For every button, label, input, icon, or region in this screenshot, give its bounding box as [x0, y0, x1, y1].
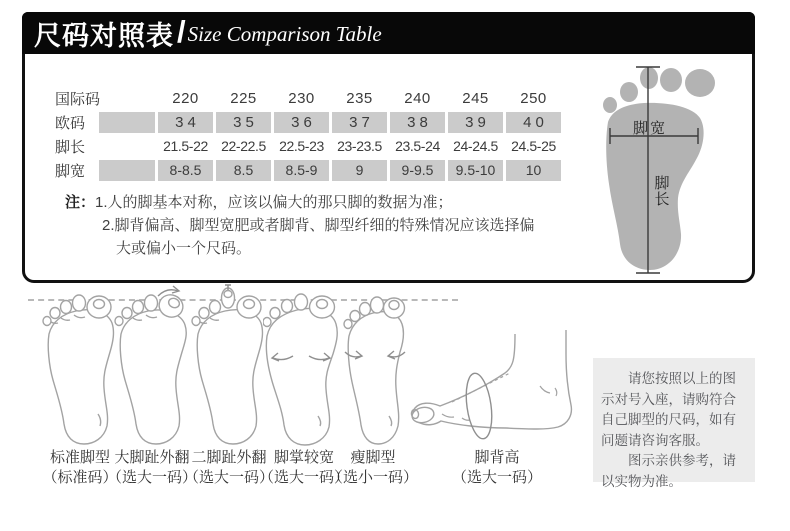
size-cell: 10 [506, 160, 561, 181]
size-cell: 9 [332, 160, 387, 181]
note-prefix: 注： [65, 194, 96, 211]
size-cell: 230 [288, 89, 315, 107]
foot-type-label [432, 448, 562, 488]
size-cell: 220 [172, 89, 199, 107]
info-paragraph-1: 请您按照以上的图示对号入座，请购符合自己脚型的尺码，如有问题请咨询客服。 [601, 371, 736, 448]
size-cell: 37 [332, 112, 387, 133]
size-cell: 245 [462, 89, 489, 107]
foot-type-name: 大脚趾外翻 [114, 449, 190, 466]
size-cell: 36 [274, 112, 329, 133]
foot-type-advice: （选大一码） [451, 469, 542, 486]
size-cell: 38 [390, 112, 445, 133]
size-cell: 22.5-23 [279, 137, 324, 154]
title-divider: / [177, 14, 186, 49]
page-title-en: Size Comparison Table [187, 21, 382, 46]
table-row-foot-length [55, 134, 564, 158]
footprint-silhouette [603, 67, 715, 270]
size-cell: 8.5-9 [274, 160, 329, 181]
table-row-foot-width [55, 158, 564, 182]
row-label: 脚长 [55, 138, 86, 156]
size-cell: 39 [448, 112, 503, 133]
note-text: 1.人的脚基本对称，应该以偏大的那只脚的数据为准； [95, 194, 453, 211]
foot-length-label: 脚长 [654, 175, 670, 208]
size-cell: 8.5 [216, 160, 271, 181]
size-cell: 24-24.5 [453, 137, 498, 154]
size-cell: 40 [506, 112, 561, 133]
foot-type-label [308, 448, 438, 488]
row-label-pad [99, 88, 155, 109]
foot-type-advice: （选大一码） [183, 469, 274, 486]
size-cell: 21.5-22 [163, 137, 208, 154]
page-title-zh: 尺码对照表 [34, 20, 174, 51]
info-box [593, 358, 755, 489]
size-cell: 23.5-24 [395, 137, 440, 154]
notes [65, 191, 545, 260]
foot-type-figure-secondtoe-valgus [191, 284, 267, 446]
size-table [55, 86, 564, 182]
size-cell: 35 [216, 112, 271, 133]
foot-type-advice: （选大一码） [106, 469, 197, 486]
size-cell: 250 [520, 89, 547, 107]
foot-type-figure-standard [42, 284, 118, 446]
header-bar [22, 12, 755, 54]
foot-width-label: 脚宽 [632, 120, 667, 137]
foot-type-name: 脚掌较宽 [273, 449, 334, 466]
row-label-pad [99, 136, 155, 157]
foot-type-advice: （选大一码） [258, 469, 349, 486]
size-cell: 23-23.5 [337, 137, 382, 154]
foot-type-figure-bigtoe-valgus [114, 284, 190, 446]
info-paragraph-2: 图示亲供参考，请以实物为准。 [601, 453, 736, 489]
foot-type-advice: （选小一码） [327, 469, 418, 486]
footprint-diagram [592, 56, 750, 278]
size-cell: 240 [404, 89, 431, 107]
note-line-3: 大或偏小一个尺码。 [116, 240, 252, 257]
table-row-intl-code [55, 86, 564, 110]
size-cell: 22-22.5 [221, 137, 266, 154]
row-label: 欧码 [55, 114, 86, 132]
row-label-pad [99, 112, 155, 133]
size-cell: 235 [346, 89, 373, 107]
foot-type-name: 标准脚型 [49, 449, 110, 466]
row-label: 国际码 [55, 90, 101, 108]
note-line-1 [65, 191, 545, 214]
size-cell: 24.5-25 [511, 137, 556, 154]
size-cell: 9-9.5 [390, 160, 445, 181]
size-cell: 8-8.5 [158, 160, 213, 181]
foot-type-advice: （标准码） [42, 469, 118, 486]
foot-type-name: 脚背高 [474, 449, 520, 466]
size-cell: 9.5-10 [448, 160, 503, 181]
note-line-2: 2.脚背偏高、脚型宽肥或者脚背、脚型纤细的特殊情况应该选择偏 [102, 217, 535, 234]
table-row-eu-size [55, 110, 564, 134]
size-cell: 225 [230, 89, 257, 107]
foot-type-name: 瘦脚型 [350, 449, 396, 466]
row-label-pad [99, 160, 155, 181]
foot-type-name: 二脚趾外翻 [191, 449, 267, 466]
size-cell: 34 [158, 112, 213, 133]
foot-type-figure-high-instep [402, 318, 577, 440]
row-label: 脚宽 [55, 162, 86, 180]
foot-type-figure-wide-forefoot [263, 284, 339, 446]
